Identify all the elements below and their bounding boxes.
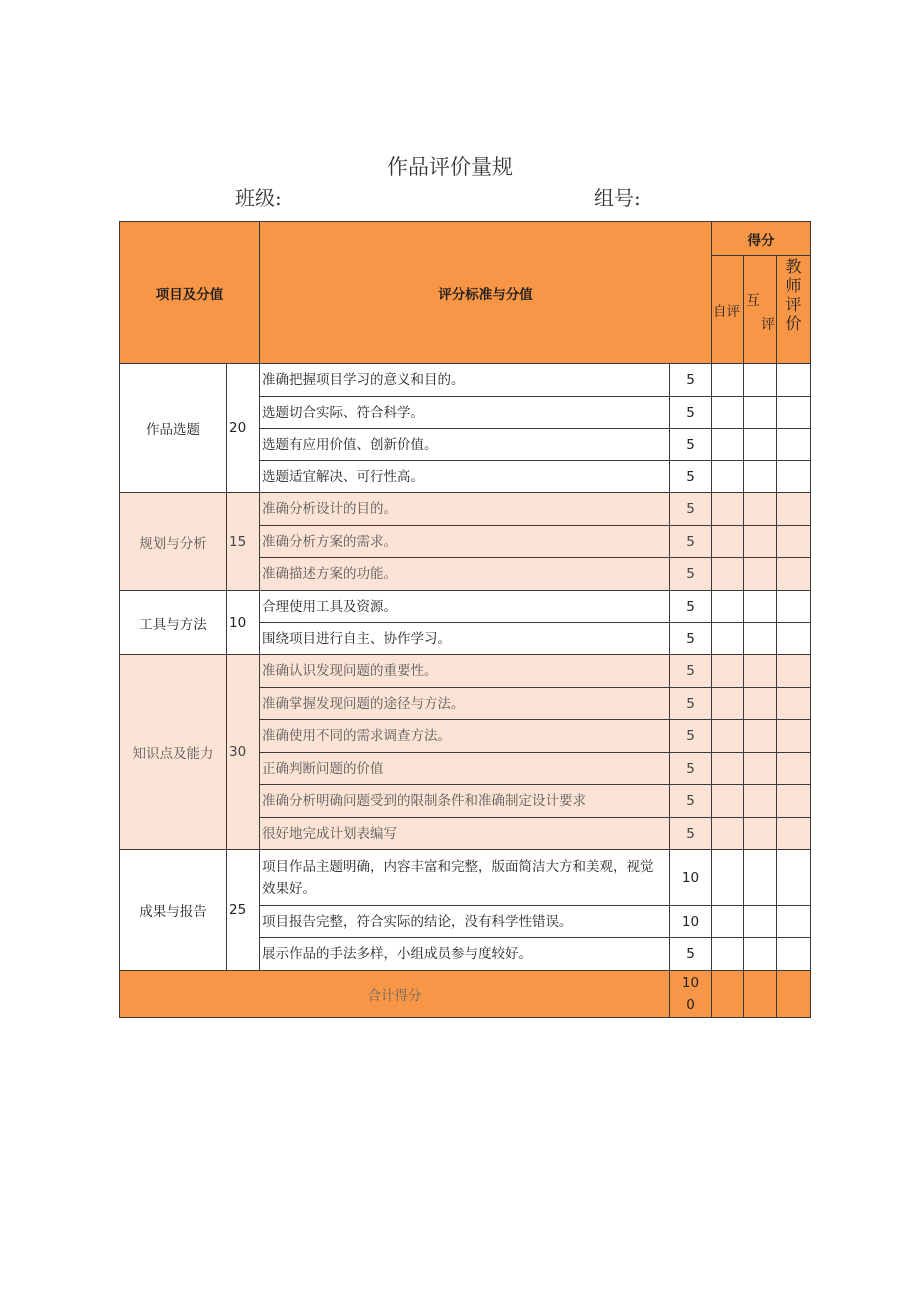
total-teacher-cell[interactable] — [777, 971, 811, 1018]
category-points: 25 — [227, 850, 260, 971]
self-score-cell[interactable] — [712, 558, 744, 591]
criteria-text: 准确描述方案的功能。 — [260, 558, 670, 591]
criteria-row — [120, 850, 811, 906]
mutual-score-cell[interactable] — [744, 938, 777, 971]
criteria-row — [120, 493, 811, 526]
self-score-cell[interactable] — [712, 818, 744, 850]
criteria-max-score: 5 — [670, 558, 712, 591]
mutual-score-cell[interactable] — [744, 720, 777, 753]
teacher-eval-header — [777, 256, 811, 364]
criteria-max-score: 5 — [670, 785, 712, 818]
teacher-score-cell[interactable] — [777, 818, 811, 850]
criteria-text: 展示作品的手法多样，小组成员参与度较好。 — [260, 938, 670, 971]
criteria-text: 准确分析设计的目的。 — [260, 493, 670, 526]
mutual-eval-char-2: 评 — [761, 317, 775, 333]
category-points: 30 — [227, 655, 260, 850]
criteria-max-score: 5 — [670, 655, 712, 688]
teacher-score-cell[interactable] — [777, 364, 811, 397]
mutual-score-cell[interactable] — [744, 906, 777, 938]
criteria-max-score: 5 — [670, 397, 712, 429]
criteria-row — [120, 364, 811, 397]
teacher-score-cell[interactable] — [777, 906, 811, 938]
criteria-text: 项目报告完整，符合实际的结论，没有科学性错误。 — [260, 906, 670, 938]
total-row — [120, 971, 811, 1018]
criteria-text: 合理使用工具及资源。 — [260, 591, 670, 623]
rubric-table — [119, 221, 811, 1018]
self-score-cell[interactable] — [712, 364, 744, 397]
project-header: 项目及分值 — [120, 222, 260, 364]
self-score-cell[interactable] — [712, 397, 744, 429]
score-header: 得分 — [712, 222, 811, 256]
mutual-score-cell[interactable] — [744, 493, 777, 526]
criteria-text: 准确使用不同的需求调查方法。 — [260, 720, 670, 753]
header-row-1 — [120, 222, 811, 256]
mutual-score-cell[interactable] — [744, 818, 777, 850]
criteria-text: 项目作品主题明确，内容丰富和完整，版面简洁大方和美观，视觉效果好。 — [260, 850, 670, 906]
total-value — [670, 971, 712, 1018]
self-eval-header: 自评 — [712, 256, 744, 364]
teacher-score-cell[interactable] — [777, 623, 811, 655]
criteria-text: 准确掌握发现问题的途径与方法。 — [260, 688, 670, 720]
criteria-max-score: 5 — [670, 493, 712, 526]
criteria-text: 准确分析明确问题受到的限制条件和准确制定设计要求 — [260, 785, 670, 818]
mutual-score-cell[interactable] — [744, 850, 777, 906]
self-score-cell[interactable] — [712, 720, 744, 753]
teacher-score-cell[interactable] — [777, 591, 811, 623]
criteria-max-score: 5 — [670, 526, 712, 558]
page-title: 作品评价量规 — [387, 155, 513, 179]
teacher-score-cell[interactable] — [777, 429, 811, 461]
criteria-text: 准确分析方案的需求。 — [260, 526, 670, 558]
criteria-max-score: 5 — [670, 623, 712, 655]
teacher-score-cell[interactable] — [777, 526, 811, 558]
mutual-score-cell[interactable] — [744, 526, 777, 558]
total-mutual-cell[interactable] — [744, 971, 777, 1018]
group-label: 组号: — [594, 186, 641, 210]
teacher-eval-label: 教师评价 — [785, 257, 802, 333]
criteria-text: 围绕项目进行自主、协作学习。 — [260, 623, 670, 655]
teacher-score-cell[interactable] — [777, 655, 811, 688]
teacher-score-cell[interactable] — [777, 720, 811, 753]
category-name: 成果与报告 — [120, 850, 227, 971]
total-value-text: 100 — [681, 975, 700, 1013]
self-score-cell[interactable] — [712, 753, 744, 785]
criteria-max-score: 5 — [670, 818, 712, 850]
class-label: 班级: — [235, 186, 282, 210]
criteria-row — [120, 655, 811, 688]
teacher-score-cell[interactable] — [777, 461, 811, 493]
mutual-score-cell[interactable] — [744, 397, 777, 429]
self-score-cell[interactable] — [712, 461, 744, 493]
self-score-cell[interactable] — [712, 906, 744, 938]
total-label: 合计得分 — [120, 971, 670, 1018]
teacher-score-cell[interactable] — [777, 493, 811, 526]
teacher-score-cell[interactable] — [777, 785, 811, 818]
teacher-score-cell[interactable] — [777, 558, 811, 591]
self-score-cell[interactable] — [712, 785, 744, 818]
self-score-cell[interactable] — [712, 688, 744, 720]
total-self-cell[interactable] — [712, 971, 744, 1018]
criteria-text: 很好地完成计划表编写 — [260, 818, 670, 850]
criteria-max-score: 5 — [670, 753, 712, 785]
mutual-score-cell[interactable] — [744, 785, 777, 818]
category-name: 工具与方法 — [120, 591, 227, 655]
category-name: 知识点及能力 — [120, 655, 227, 850]
mutual-score-cell[interactable] — [744, 558, 777, 591]
mutual-score-cell[interactable] — [744, 688, 777, 720]
mutual-eval-header — [744, 256, 777, 364]
self-score-cell[interactable] — [712, 938, 744, 971]
category-points: 20 — [227, 364, 260, 493]
criteria-text: 正确判断问题的价值 — [260, 753, 670, 785]
criteria-text: 准确认识发现问题的重要性。 — [260, 655, 670, 688]
criteria-header: 评分标准与分值 — [260, 222, 712, 364]
mutual-score-cell[interactable] — [744, 655, 777, 688]
mutual-score-cell[interactable] — [744, 753, 777, 785]
category-points: 15 — [227, 493, 260, 591]
criteria-text: 选题切合实际、符合科学。 — [260, 397, 670, 429]
criteria-max-score: 5 — [670, 364, 712, 397]
criteria-max-score: 5 — [670, 429, 712, 461]
mutual-score-cell[interactable] — [744, 364, 777, 397]
criteria-max-score: 10 — [670, 850, 712, 906]
criteria-text: 选题有应用价值、创新价值。 — [260, 429, 670, 461]
mutual-score-cell[interactable] — [744, 591, 777, 623]
criteria-max-score: 5 — [670, 688, 712, 720]
self-score-cell[interactable] — [712, 526, 744, 558]
teacher-score-cell[interactable] — [777, 938, 811, 971]
self-score-cell[interactable] — [712, 429, 744, 461]
criteria-row — [120, 591, 811, 623]
criteria-max-score: 5 — [670, 461, 712, 493]
criteria-max-score: 10 — [670, 906, 712, 938]
mutual-score-cell[interactable] — [744, 429, 777, 461]
category-points: 10 — [227, 591, 260, 655]
teacher-score-cell[interactable] — [777, 753, 811, 785]
self-score-cell[interactable] — [712, 655, 744, 688]
category-name: 作品选题 — [120, 364, 227, 493]
teacher-score-cell[interactable] — [777, 850, 811, 906]
criteria-text: 准确把握项目学习的意义和目的。 — [260, 364, 670, 397]
self-score-cell[interactable] — [712, 493, 744, 526]
teacher-score-cell[interactable] — [777, 688, 811, 720]
mutual-score-cell[interactable] — [744, 623, 777, 655]
self-score-cell[interactable] — [712, 591, 744, 623]
criteria-max-score: 5 — [670, 938, 712, 971]
criteria-text: 选题适宜解决、可行性高。 — [260, 461, 670, 493]
category-name: 规划与分析 — [120, 493, 227, 591]
teacher-score-cell[interactable] — [777, 397, 811, 429]
criteria-max-score: 5 — [670, 591, 712, 623]
criteria-max-score: 5 — [670, 720, 712, 753]
self-score-cell[interactable] — [712, 623, 744, 655]
self-score-cell[interactable] — [712, 850, 744, 906]
mutual-eval-char-1: 互 — [746, 293, 760, 309]
mutual-score-cell[interactable] — [744, 461, 777, 493]
